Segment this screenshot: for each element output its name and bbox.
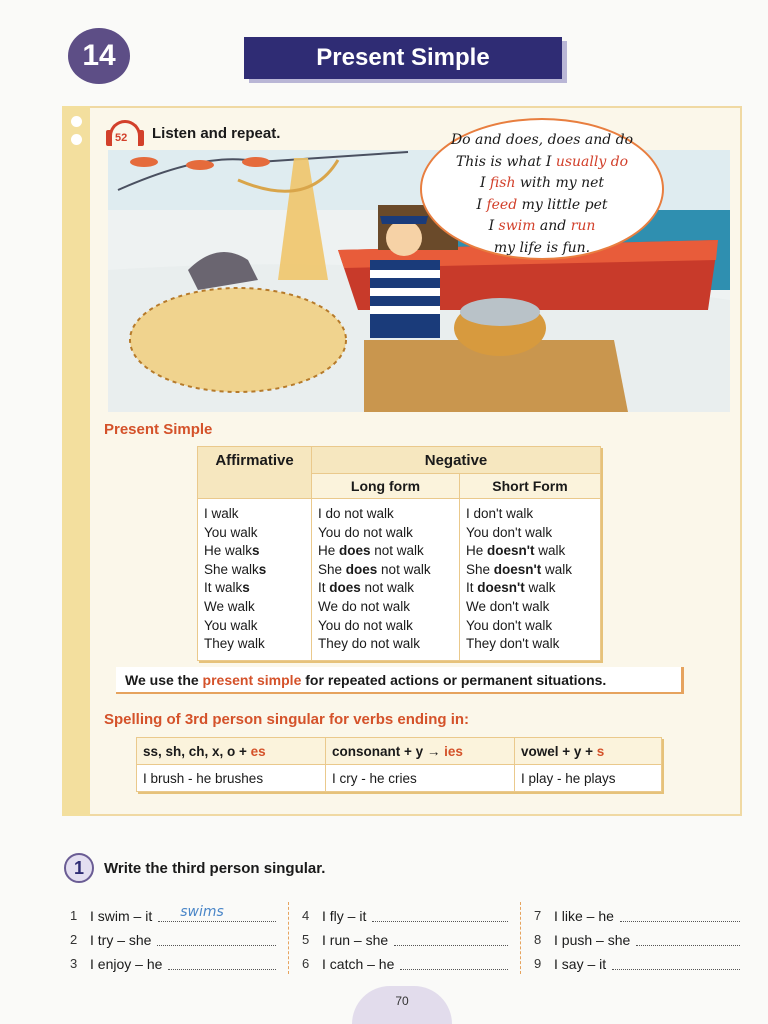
short-form-header: Short Form (460, 474, 601, 499)
conjugation-row: I don't walk (466, 506, 534, 521)
conjugation-row: She doesn't walk (466, 561, 573, 577)
spelling-header-es: ss, sh, ch, x, o + es (137, 738, 326, 765)
conjugation-row: We do not walk (318, 598, 411, 614)
conjugation-row: He does not walk (318, 543, 424, 559)
short-form-column (460, 499, 601, 661)
exercise-item: 2 I try – she (70, 928, 276, 952)
spelling-header-ies: consonant + y → ies (326, 738, 515, 765)
exercise-item: 1 I swim – it swims (70, 904, 276, 928)
sample-answer: swims (180, 904, 224, 920)
spelling-example-ies: I cry - he cries (326, 765, 515, 792)
usage-rule (116, 667, 684, 694)
conjugation-row: It doesn't walk (466, 580, 556, 596)
answer-blank[interactable] (158, 904, 276, 922)
panel-stripe (62, 106, 90, 816)
spelling-header-s: vowel + y + s (515, 738, 662, 765)
exercise-item: 7 I like – he (534, 904, 740, 928)
conjugation-row: They don't walk (466, 636, 560, 652)
conjugation-table (197, 446, 601, 661)
conjugation-row: You do not walk (318, 524, 413, 540)
conjugation-row: I walk (204, 506, 239, 521)
spelling-example-es: I brush - he brushes (137, 765, 326, 792)
song-speech-bubble (420, 118, 664, 260)
song-line: I fish with my net (479, 175, 605, 191)
affirmative-column (198, 499, 312, 661)
audio-track-headphones-icon[interactable] (106, 120, 144, 150)
conjugation-row: She does not walk (318, 561, 431, 577)
spelling-section-title: Spelling of 3rd person singular for verbs ending in: (104, 711, 470, 728)
conjugation-row: You walk (204, 617, 258, 633)
spelling-example-s: I play - he plays (515, 765, 662, 792)
negative-header: Negative (312, 447, 601, 474)
rule-highlight: present simple (202, 672, 302, 688)
rule-text-before: We use the (125, 672, 203, 688)
conjugation-row: He walks (204, 543, 260, 559)
conjugation-row: It does not walk (318, 580, 415, 596)
answer-blank[interactable] (168, 952, 276, 970)
answer-blank[interactable] (612, 952, 740, 970)
conjugation-row: It walks (204, 580, 250, 596)
unit-number-badge: 14 (68, 28, 130, 84)
affirmative-header: Affirmative (198, 447, 312, 499)
grammar-section-title: Present Simple (104, 421, 213, 438)
answer-blank[interactable] (400, 952, 508, 970)
exercise-item: 6 I catch – he (302, 952, 508, 976)
conjugation-row: They do not walk (318, 636, 421, 652)
long-form-column (312, 499, 460, 661)
conjugation-row: They walk (204, 636, 265, 652)
page-title: Present Simple (244, 37, 562, 79)
song-line: my life is fun. (493, 239, 591, 256)
conjugation-row: You walk (204, 524, 258, 540)
conjugation-row: She walks (204, 561, 267, 577)
exercise-number-badge: 1 (64, 853, 94, 883)
conjugation-row: We don't walk (466, 598, 550, 614)
answer-blank[interactable] (372, 904, 508, 922)
exercise-item: 3 I enjoy – he (70, 952, 276, 976)
answer-blank[interactable] (394, 928, 508, 946)
song-line: I swim and run (488, 218, 596, 234)
exercise-item: 4 I fly – it (302, 904, 508, 928)
rule-text-after: for repeated actions or permanent situations. (301, 672, 607, 688)
long-form-header: Long form (312, 474, 460, 499)
song-line: I feed my little pet (476, 196, 608, 213)
listen-instruction: Listen and repeat. (152, 125, 281, 142)
binder-dot (71, 134, 82, 145)
column-divider (520, 902, 521, 974)
conjugation-row: You don't walk (466, 524, 553, 540)
exercise-column-3 (534, 904, 740, 976)
exercise-item: 9 I say – it (534, 952, 740, 976)
answer-blank[interactable] (157, 928, 276, 946)
exercise-item: 8 I push – she (534, 928, 740, 952)
exercise-column-2 (302, 904, 508, 976)
spelling-table (136, 737, 662, 792)
answer-blank[interactable] (636, 928, 740, 946)
answer-blank[interactable] (620, 904, 740, 922)
exercise-instruction: Write the third person singular. (104, 860, 326, 877)
conjugation-row: We walk (204, 598, 255, 614)
track-number: 52 (115, 132, 128, 144)
song-line: Do and does, does and do (450, 132, 634, 148)
page-number: 70 (395, 994, 409, 1008)
conjugation-row: You do not walk (318, 617, 413, 633)
song-line: This is what I usually do (455, 153, 629, 170)
exercise-column-1 (70, 904, 276, 976)
column-divider (288, 902, 289, 974)
conjugation-row: He doesn't walk (466, 543, 566, 559)
exercise-item: 5 I run – she (302, 928, 508, 952)
binder-dot (71, 116, 82, 127)
conjugation-row: I do not walk (318, 506, 394, 521)
conjugation-row: You don't walk (466, 617, 553, 633)
